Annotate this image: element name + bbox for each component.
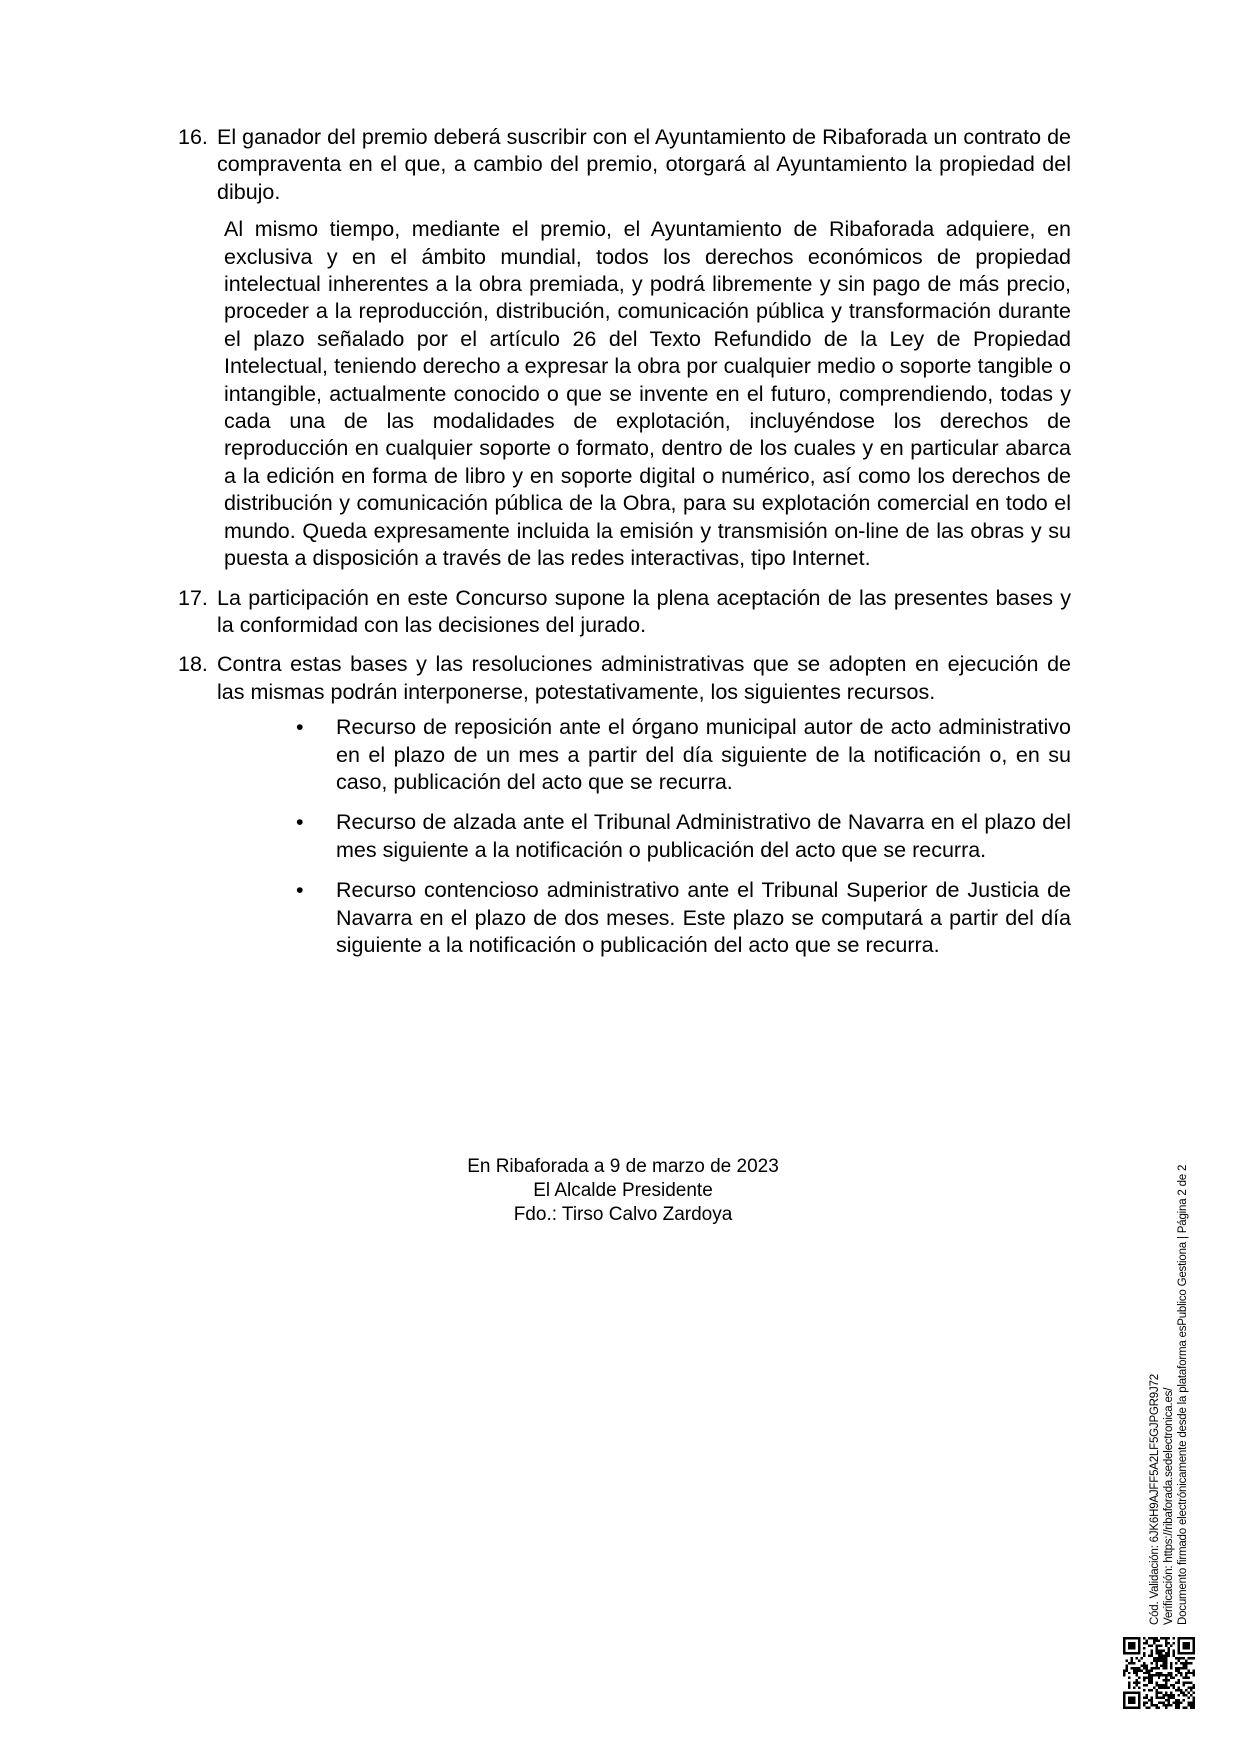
recourse-item-alzada [178,809,1071,864]
validation-code: Cód. Validación: 6JK6H9AJFF5A2LF5GJPGR9J72 [1149,1374,1161,1625]
list-item-18 [178,651,1071,706]
bullet-text: Recurso de alzada ante el Tribunal Administrativo de Navarra en el plazo del mes siguiente a la notificación o publicación del acto que se recurra. [336,810,1071,862]
item-number: 17. [178,585,208,610]
signature-platform-note: Documento firmado electrónicamente desde la plataforma esPublico Gestiona | Página 2 de 2 [1177,1164,1189,1625]
document-body [178,124,1071,972]
item-16-subparagraph: Al mismo tiempo, mediante el premio, el Ayuntamiento de Ribaforada adquiere, en exclusiva y en el ámbito mundial, todos los derechos económicos de propiedad intelectual inherentes a la obra premiada, y podrá libremente y sin pago de más precio, proceder a la reproducción, distribución, comunicación pública y transformación durante el plazo señalado por el artículo 26 del Texto Refundido de la Ley de Propiedad Intelectual, teniendo derecho a expresar la obra por cualquier medio o soporte tangible o intangible, actualmente conocido o que se invente en el futuro, comprendiendo, todas y cada una de las modalidades de explotación, incluyéndose los derechos de reproducción en cualquier soporte o formato, dentro de los cuales y en particular abarca a la edición en forma de libro y en soporte digital o numérico, así como los derechos de distribución y comunicación pública de la Obra, para su explotación comercial en todo el mundo. Queda expresamente incluida la emisión y transmisión on-line de las obras y su puesta a disposición a través de las redes interactivas, tipo Internet. [224,217,1071,571]
qr-code-icon [1123,1637,1195,1709]
list-item-16 [178,124,1071,206]
item-text: Contra estas bases y las resoluciones administrativas que se adopten en ejecución de las mismas podrán interponerse, potestativamente, los siguientes recursos. [217,652,1071,704]
signature-place-date: En Ribaforada a 9 de marzo de 2023 [467,1156,779,1177]
validation-stamp [1148,1105,1190,1625]
list-item-17 [178,585,1071,640]
bullet-icon: • [296,715,304,740]
bullet-text: Recurso contencioso administrativo ante el Tribunal Superior de Justicia de Navarra en el plazo de dos meses. Este plazo se computará a partir del día siguiente a la notificación o publicación del acto que se recurra. [336,878,1071,957]
signature-role: El Alcalde Presidente [533,1180,713,1201]
signature-signer: Fdo.: Tirso Calvo Zardoya [513,1204,733,1225]
recourse-item-contencioso [178,877,1071,959]
bullet-icon: • [296,810,304,835]
recourse-item-reposicion [178,714,1071,796]
bullet-text: Recurso de reposición ante el órgano municipal autor de acto administrativo en el plazo de un mes a partir del día siguiente de la notificación o, en su caso, publicación del acto que se recurra. [336,715,1071,794]
recourse-list [178,714,1071,959]
signature-block [380,1155,866,1227]
item-text: El ganador del premio deberá suscribir con el Ayuntamiento de Ribaforada un contrato de compraventa en el que, a cambio del premio, otorgará al Ayuntamiento la propiedad del dibujo. [217,125,1071,204]
verification-url[interactable]: Verificación: https://ribaforada.sedelectronica.es/ [1163,1387,1175,1625]
item-number: 18. [178,652,208,677]
item-number: 16. [178,125,208,149]
bullet-icon: • [296,878,304,903]
item-text: La participación en este Concurso supone la plena aceptación de las presentes bases y la conformidad con las decisiones del jurado. [217,585,1071,637]
